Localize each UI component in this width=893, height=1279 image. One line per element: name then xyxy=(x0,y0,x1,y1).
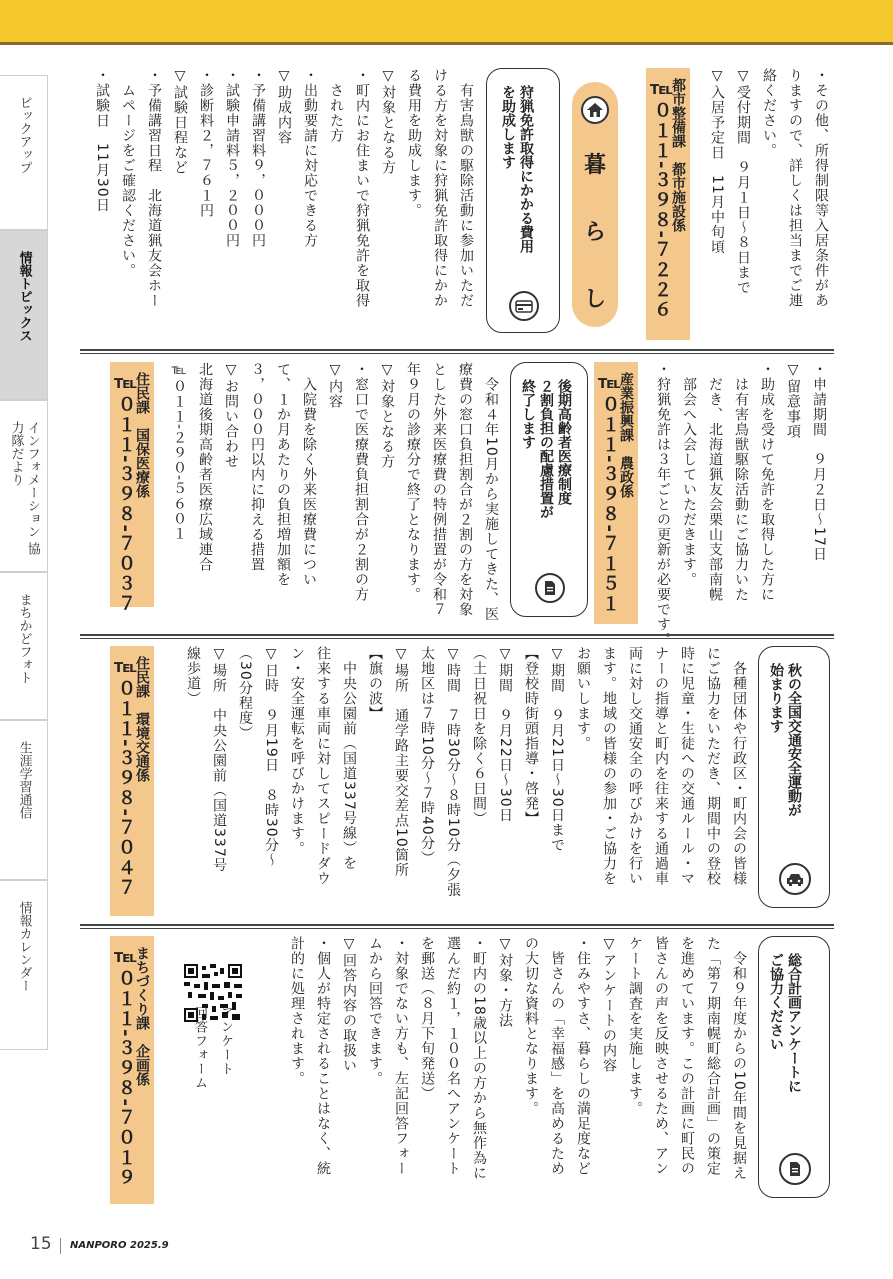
top-band xyxy=(0,0,893,42)
topic-title-box xyxy=(510,362,588,617)
tab-label: インフォメーション 協力隊だより xyxy=(8,421,40,556)
tab-label: まちかどフォト xyxy=(16,593,32,684)
car-icon xyxy=(779,863,811,895)
section-divider xyxy=(80,634,834,639)
dept-label: まちづくり課 企画係 xyxy=(134,946,150,1086)
topic-title: 総合計画アンケートに ご協力ください xyxy=(768,953,802,1093)
topic-title: 秋の全国交通安全運動が 始まります xyxy=(768,663,802,817)
top-rule xyxy=(0,42,893,45)
kurashi-char: ら xyxy=(583,220,606,245)
tab-calendar[interactable] xyxy=(0,880,48,1050)
kurashi-char: し xyxy=(583,287,606,312)
tab-lifelong-learning[interactable] xyxy=(0,720,48,880)
hunting-section-end xyxy=(594,362,832,647)
topic-title-box xyxy=(758,646,830,908)
dept-label: 住民課 環境交通係 xyxy=(134,656,150,782)
page-number: 15 xyxy=(30,1234,52,1254)
tel-number: ℡０１１‐３９８‐７１５１ xyxy=(599,372,620,614)
housing-text: ・その他、所得制限等入居条件があ りますので、詳しくは担当までご連 絡ください。 ▽受付期間 ９月１日～８日まで ▽入居予定日 11月中旬頃 xyxy=(709,68,829,308)
house-icon xyxy=(581,96,609,124)
credit-card-icon xyxy=(509,291,539,321)
tab-label: 生涯学習通信 xyxy=(16,741,32,819)
qr-label: アンケート 回答フォーム xyxy=(192,1006,233,1090)
contact-header xyxy=(110,362,154,614)
traffic-safety-text: 各種団体や行政区・町内会の皆様 にご協力をいただき、期間中の登校 時に児童・生徒への交通ルール・マ ナーの指導と町内を往来する通過車 両に対し交通安全の呼びかけを行い ます。地域の皆様の参加・ご協力を お願いします。 ▽期間 ９月21日～30日まで 【登校時街頭指導・啓発】 ▽期間 ９月22日～30日 （土日祝日を除く６日間） ▽時間 ７時30分～８時10分（夕張 太地区は７時10分～７時40分） ▽場所 通学路主要交差点10箇所 【旗の波】 中央公園前（国道337号線）を 往来する車両に対してスピードダウ ン・安全運転を呼びかけます。 ▽日時 ９月19日 ８時30分～ （30分程度） ▽場所 中央公園前（国道337号 線歩道） xyxy=(185,646,747,898)
topic-title-box xyxy=(486,68,560,333)
survey-section xyxy=(110,936,832,1204)
tab-information[interactable] xyxy=(0,400,48,572)
tel-number: ℡０１１‐３９８‐７０１９ xyxy=(115,946,136,1188)
kurashi-heading xyxy=(572,82,618,327)
contact-header xyxy=(110,936,154,1204)
kurashi-char: 暮 xyxy=(583,153,606,178)
hunting-license-text: 有害鳥獣の駆除活動に参加いただ ける方を対象に狩猟免許取得にかか る費用を助成します。 ▽対象となる方 ・町内にお住まいで狩猟免許を取得 された方 ・出動要請に対応できる方 ▽助成内容 ・予備講習料９，０００円 ・試験申請料５，２００円 ・診断料２，７６１円 ▽試験日程など ・予備講習日程 北海道猟友会ホー ムページをご確認ください。 ・試験日 11月30日 xyxy=(94,68,474,308)
hunting-license-section xyxy=(74,68,562,340)
medical-care-section xyxy=(110,362,588,624)
tab-machikado-photo[interactable] xyxy=(0,572,48,720)
section-divider xyxy=(80,924,834,929)
tel-number: ℡０１１‐３９８‐７２２６ xyxy=(651,78,672,320)
contact-header xyxy=(594,362,638,624)
tab-pickup[interactable] xyxy=(0,75,48,230)
tab-label: ピックアップ xyxy=(16,96,32,174)
section-divider xyxy=(80,349,834,354)
dept-label: 都市整備課 都市施設係 xyxy=(670,78,686,232)
tab-topics[interactable] xyxy=(0,230,48,400)
hunting-continuation-text: ・申請期間 ９月２日～17日 ▽留意事項 ・助成を受けて免許を取得した方に は有害鳥獣駆除活動にご協力いた だき、北海道猟友会栗山支部南幌 部会へ入会していただきます。 ・狩猟免許は３年ごとの更新が必要です。 xyxy=(655,362,827,647)
traffic-safety-section xyxy=(110,646,832,916)
topic-title: 後期高齢者医療制度 ２割負担の配慮措置が 終了します xyxy=(520,379,572,519)
tab-label: 情報カレンダー xyxy=(16,901,32,992)
tel-number: ℡０１１‐３９８‐７０４７ xyxy=(115,656,136,898)
topic-title: 狩猟免許取得にかかる費用 を助成します xyxy=(500,85,534,253)
topic-title-box xyxy=(758,936,830,1198)
magazine-name: NANPORO 2025.9 xyxy=(70,1240,169,1251)
tel-number: ℡０１１‐３９８‐７０３７ xyxy=(115,372,136,614)
tab-label: 情報トピックス xyxy=(16,251,32,342)
housing-section-end xyxy=(646,68,832,340)
survey-text: 令和９年度からの10年間を見据え た「第７期南幌町総合計画」の策定 を進めています。この計画に町民の 皆さんの声を反映させるため、アン ケート調査を実施します。 ▽アンケートの内容 ・住みやすさ、暮らしの満足度など 皆さんの「幸福感」を高めるため の大切な資料となります。 ▽対象・方法 ・町内の18歳以上の方から無作為に 選んだ約１，１００名へアンケート を郵送（８月下旬発送） ・対象でない方も、左記回答フォー ムから回答できます。 ▽回答内容の取扱い ・個人が特定されることはなく、統 計的に処理されます。 xyxy=(289,936,747,1181)
document-icon xyxy=(535,573,565,603)
footer-divider xyxy=(60,1238,61,1254)
dept-label: 産業振興課 農政係 xyxy=(618,372,634,498)
dept-label: 住民課 国保医療係 xyxy=(134,372,150,498)
medical-care-text: 令和４年10月から実施してきた、医 療費の窓口負担割合が２割の方を対象 とした外来医療費の特例措置が令和７ 年９月の診療分で終了となります。 ▽対象となる方 ・窓口で医療費負担割合が２割の方 ▽内容 入院費を除く外来医療費につい て、１か月あたりの負担増加額を ３，０００円以内に抑える措置 ▽お問い合わせ 北海道後期高齢者医療広域連合 ℡０１１‐２９０‐５６０１ xyxy=(171,362,499,622)
contact-header xyxy=(110,646,154,916)
document-icon xyxy=(779,1153,811,1185)
contact-header xyxy=(646,68,690,340)
